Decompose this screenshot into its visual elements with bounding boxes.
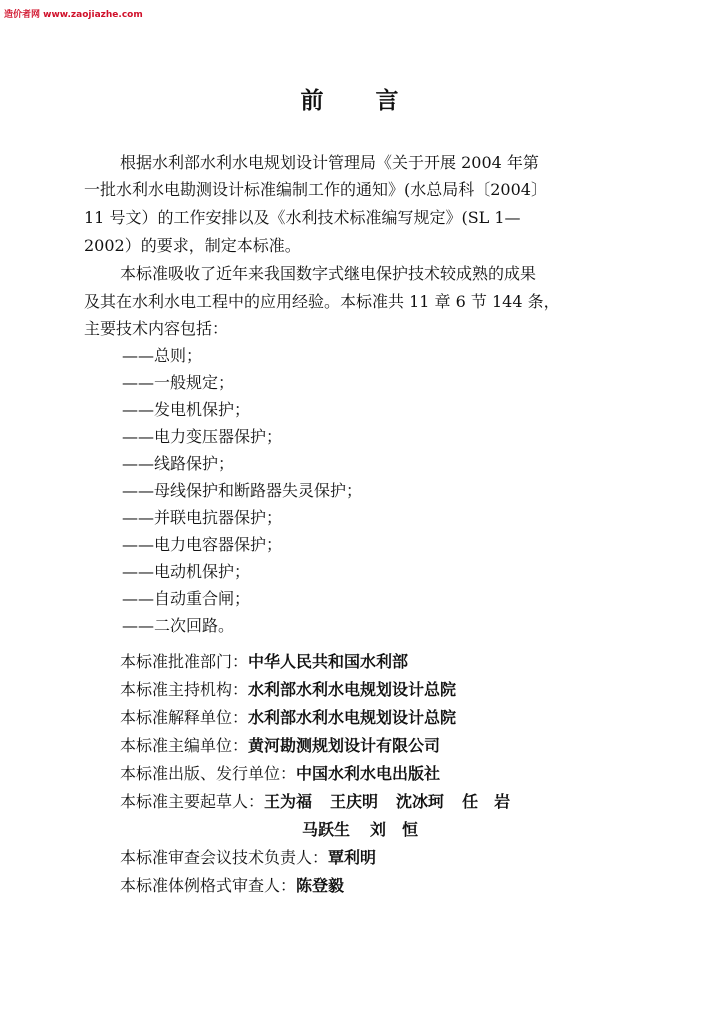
meta-value: 覃利明 [328, 848, 377, 867]
list-item: ——母线保护和断路器失灵保护； [122, 481, 363, 500]
paragraph-2-line-1: 本标准吸收了近年来我国数字式继电保护技术较成熟的成果 [120, 264, 537, 283]
meta-label: 本标准审查会议技术负责人： [120, 848, 329, 867]
paragraph-1-line-3: 11 号文）的工作安排以及《水利技术标准编写规定》(SL 1— [84, 208, 521, 227]
paragraph-1-line-1: 根据水利部水利水电规划设计管理局《关于开展 2004 年第 [120, 153, 539, 172]
meta-label: 本标准出版、发行单位： [120, 764, 297, 783]
meta-editor [120, 736, 440, 756]
list-item: ——发电机保护； [122, 400, 251, 419]
page-title [0, 82, 701, 115]
meta-value: 水利部水利水电规划设计总院 [248, 708, 457, 727]
drafter-name: 刘 恒 [370, 820, 419, 839]
meta-host [120, 680, 456, 700]
drafter-name: 任 岩 [462, 792, 511, 811]
meta-drafters-continued [302, 820, 418, 840]
watermark-site: 造价者网 www.zaojiazhe.com [4, 10, 143, 20]
meta-label: 本标准主编单位： [120, 736, 249, 755]
list-item: ——自动重合闸； [122, 589, 251, 608]
meta-label: 本标准主要起草人： [120, 792, 265, 811]
paragraph-2-line-2: 及其在水利水电工程中的应用经验。本标准共 11 章 6 节 144 条， [84, 292, 560, 311]
list-item: ——电力变压器保护； [122, 427, 283, 446]
title-part-2: 言 [375, 88, 401, 114]
list-item: ——总则； [122, 346, 203, 365]
meta-value: 中国水利水电出版社 [296, 764, 441, 783]
meta-review-lead [120, 848, 376, 868]
drafter-name: 沈冰珂 [396, 792, 445, 811]
meta-value: 水利部水利水电规划设计总院 [248, 680, 457, 699]
meta-value: 陈登毅 [296, 876, 345, 895]
meta-drafters [120, 792, 510, 812]
meta-label: 本标准体例格式审查人： [120, 876, 297, 895]
paragraph-1-line-2: 一批水利水电勘测设计标准编制工作的通知》(水总局科〔2004〕 [84, 180, 547, 199]
list-item: ——一般规定； [122, 373, 235, 392]
list-item: ——二次回路。 [122, 616, 235, 635]
drafter-name: 王庆明 [330, 792, 379, 811]
drafter-name: 马跃生 [302, 820, 351, 839]
list-item: ——电动机保护； [122, 562, 251, 581]
drafter-name: 王为福 [264, 792, 313, 811]
paragraph-1-line-4: 2002）的要求，制定本标准。 [84, 236, 301, 255]
meta-format-review [120, 876, 344, 896]
meta-value: 黄河勘测规划设计有限公司 [248, 736, 441, 755]
list-item: ——线路保护； [122, 454, 235, 473]
meta-value: 中华人民共和国水利部 [248, 652, 409, 671]
meta-label: 本标准主持机构： [120, 680, 249, 699]
title-part-1: 前 [300, 88, 326, 114]
meta-interpretation [120, 708, 456, 728]
meta-approval [120, 652, 408, 672]
list-item: ——并联电抗器保护； [122, 508, 283, 527]
list-item: ——电力电容器保护； [122, 535, 283, 554]
meta-label: 本标准解释单位： [120, 708, 249, 727]
paragraph-2-line-3: 主要技术内容包括： [84, 319, 229, 338]
meta-label: 本标准批准部门： [120, 652, 249, 671]
meta-publisher [120, 764, 440, 784]
